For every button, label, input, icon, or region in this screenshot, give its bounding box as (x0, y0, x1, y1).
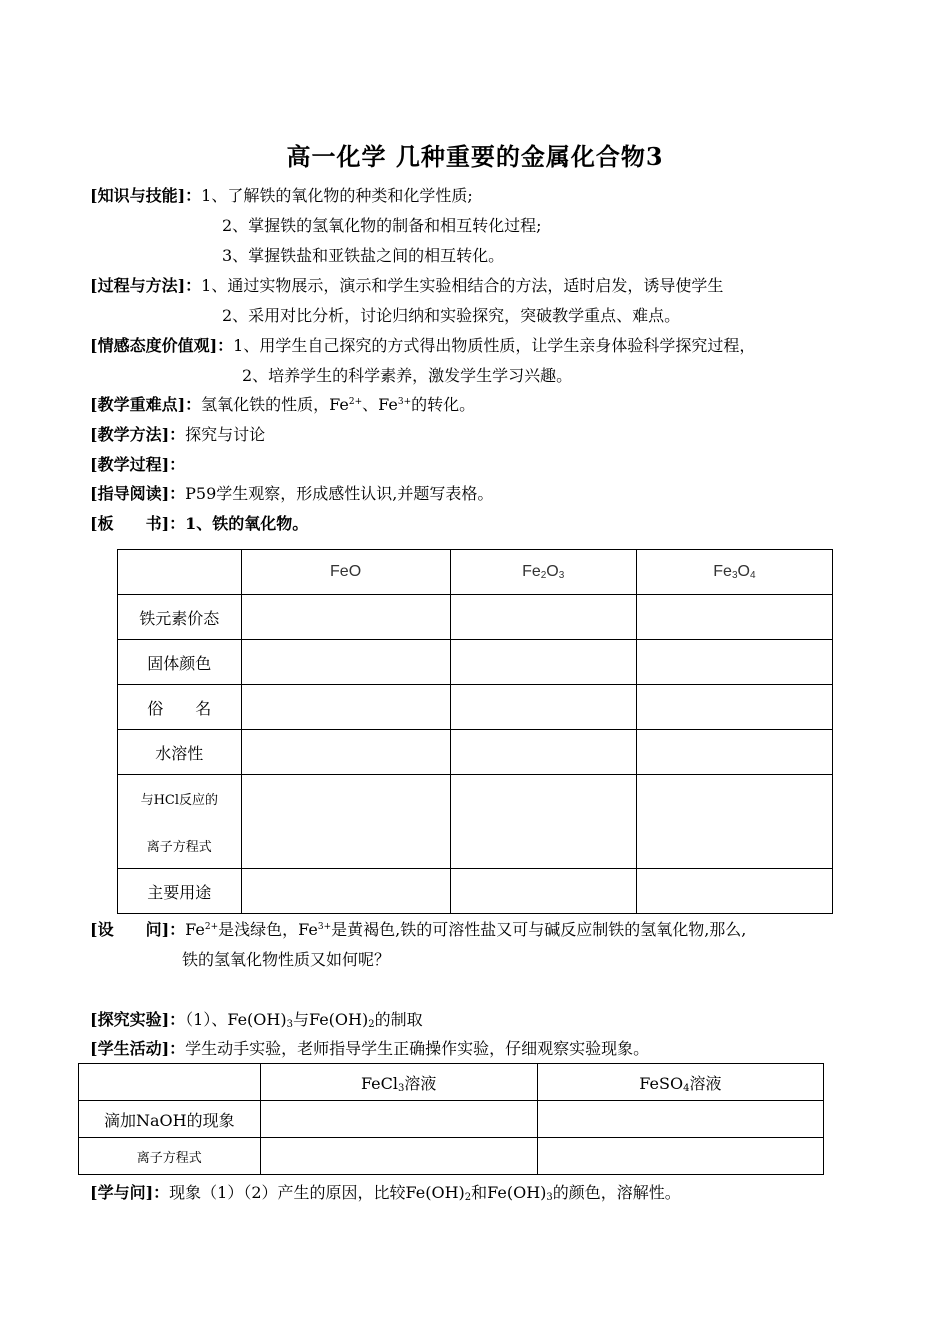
iron-oxide-table (117, 549, 833, 914)
reading-text: P59学生观察，形成感性认识,并题写表格。 (185, 484, 494, 503)
knowledge-line-1 (90, 186, 473, 206)
table-cell (636, 730, 832, 775)
keypoints-label: [教学重难点]： (90, 395, 202, 414)
board-line (90, 514, 308, 534)
keypoints-text-2: 、Fe (362, 395, 398, 414)
table1-header-fe3o4: $Fe_3O_4$ (636, 550, 832, 595)
table-cell (450, 775, 636, 869)
table1-row-solubility: 水溶性 (118, 730, 242, 775)
table-cell (260, 1101, 537, 1138)
table-cell (450, 685, 636, 730)
keypoints-sup-2: 3+ (397, 397, 412, 407)
hcl-line-2: 离子方程式 (146, 839, 212, 855)
hcl-line-1: 与HCl反应的 (140, 792, 219, 808)
learn-label: [学与问]： (90, 1183, 170, 1202)
experiment-label: [探究实验]： (90, 1010, 186, 1029)
method-text: 探究与讨论 (185, 425, 266, 444)
keypoints-text-1: 氢氧化铁的性质，Fe (201, 395, 349, 414)
table2-header-feso4: FeSO$_4$溶液 (537, 1064, 823, 1101)
table1-row-common-name: 俗 名 (118, 685, 242, 730)
table1-row-uses: 主要用途 (118, 869, 242, 914)
table-cell (241, 730, 450, 775)
table-cell (636, 595, 832, 640)
board-text: 1、铁的氧化物。 (185, 514, 309, 533)
keypoints-sup-1: 2+ (348, 397, 363, 407)
table1-header-fe2o3: $Fe_2O_3$ (450, 550, 636, 595)
method-label: [教学方法]： (90, 425, 186, 444)
attitude-line-1 (90, 336, 755, 356)
process-item-1: 1、通过实物展示，演示和学生实验相结合的方法，适时启发，诱导使学生 (201, 276, 724, 295)
procedure-line (90, 455, 185, 475)
method-line (90, 425, 265, 445)
table-cell (450, 730, 636, 775)
process-item-2: 2、采用对比分析，讨论归纳和实验探究，突破教学重点、难点。 (222, 306, 681, 325)
table2-header-fecl3: FeCl$_3$溶液 (260, 1064, 537, 1101)
process-line-1 (90, 276, 723, 296)
table-cell (450, 869, 636, 914)
knowledge-item-1: 1、了解铁的氧化物的种类和化学性质; (201, 186, 473, 205)
table1-header-feo: FeO (241, 550, 450, 595)
table-cell (241, 775, 450, 869)
reading-label: [指导阅读]： (90, 484, 186, 503)
table-cell (260, 1138, 537, 1175)
knowledge-label: [知识与技能]： (90, 186, 202, 205)
knowledge-item-2: 2、掌握铁的氢氧化物的制备和相互转化过程; (222, 216, 542, 235)
table-cell (241, 595, 450, 640)
procedure-label: [教学过程]： (90, 455, 186, 474)
activity-text: 学生动手实验，老师指导学生正确操作实验，仔细观察实验现象。 (185, 1039, 650, 1058)
table-cell (537, 1101, 823, 1138)
question-line-2: 铁的氢氧化物性质又如何呢？ (182, 950, 391, 969)
knowledge-item-3: 3、掌握铁盐和亚铁盐之间的相互转化。 (222, 246, 505, 265)
page-title: 高一化学 几种重要的金属化合物3 (286, 142, 664, 171)
attitude-label: [情感态度价值观]： (90, 336, 234, 355)
table-cell (636, 640, 832, 685)
question-line-1: [设 问]：$Fe^{2+}$是浅绿色，$Fe^{3+}$是黄褐色,铁的可溶性盐又可与碱反应制铁的氢氧化物,那么, (90, 920, 747, 939)
process-label: [过程与方法]： (90, 276, 202, 295)
attitude-item-1: 1、用学生自己探究的方式得出物质性质，让学生亲身体验科学探究过程， (233, 336, 756, 355)
table-cell (636, 869, 832, 914)
activity-line (90, 1039, 649, 1059)
experiment-line: [探究实验]：（1）、$Fe(OH)_3$与$Fe(OH)_2$的制取 (90, 1010, 423, 1030)
table-cell (450, 595, 636, 640)
table-cell (537, 1138, 823, 1175)
table-cell (450, 640, 636, 685)
board-label: [板 书]： (90, 514, 186, 533)
question-label: [设 问]： (90, 920, 186, 939)
table-cell (636, 685, 832, 730)
reading-line (90, 484, 493, 504)
table2-corner-cell (79, 1064, 261, 1101)
table-cell (636, 775, 832, 869)
hydroxide-table (78, 1063, 824, 1175)
table1-corner-cell (118, 550, 242, 595)
keypoints-line (90, 395, 475, 415)
table-cell (241, 640, 450, 685)
table1-row-valence: 铁元素价态 (118, 595, 242, 640)
keypoints-text-3: 的转化。 (411, 395, 476, 414)
table-cell (241, 869, 450, 914)
activity-label: [学生活动]： (90, 1039, 186, 1058)
table1-row-color: 固体颜色 (118, 640, 242, 685)
learn-line: [学与问]：现象（1）（2）产生的原因，比较$Fe(OH)_2$和$Fe(OH)_3$的颜色，溶解性。 (90, 1183, 681, 1203)
table2-row-equation: 离子方程式 (79, 1138, 261, 1175)
table2-row-naoh: 滴加NaOH的现象 (79, 1101, 261, 1138)
table-cell (241, 685, 450, 730)
attitude-item-2: 2、培养学生的科学素养，激发学生学习兴趣。 (242, 366, 573, 385)
table1-row-hcl (118, 775, 242, 869)
